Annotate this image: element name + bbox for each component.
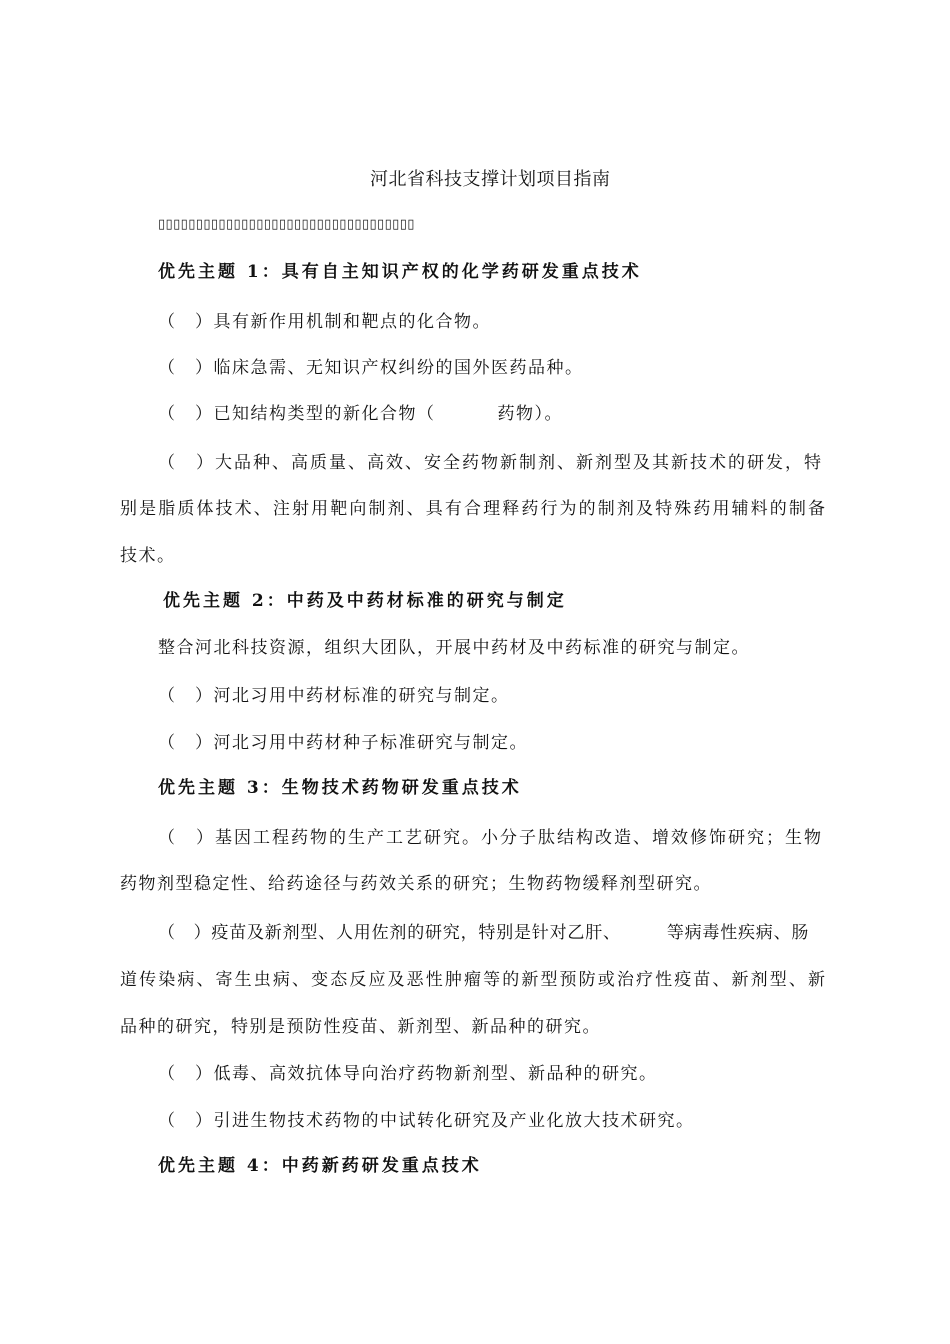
section-3-item-2-line-2: 道传染病、寄生虫病、变态反应及恶性肿瘤等的新型预防或治疗性疫苗、新剂型、新 bbox=[120, 970, 825, 990]
section-3-item-1-line-1: （ ）基因工程药物的生产工艺研究。小分子肽结构改造、增效修饰研究；生物 bbox=[158, 828, 821, 848]
section-4-heading: 优先主题 4：中药新药研发重点技术 bbox=[158, 1156, 482, 1176]
document-title: 河北省科技支撑计划项目指南 bbox=[370, 169, 611, 190]
section-2-item-2: （ ）河北习用中药材种子标准研究与制定。 bbox=[158, 733, 528, 753]
section-3-item-2-line-3: 品种的研究，特别是预防性疫苗、新剂型、新品种的研究。 bbox=[120, 1017, 601, 1037]
section-1-item-3 bbox=[158, 403, 563, 425]
section-1-item-4-line-3: 技术。 bbox=[120, 546, 176, 566]
section-1-item-4-line-1: （ ）大品种、高质量、高效、安全药物新制剂、新剂型及其新技术的研发，特 bbox=[158, 453, 821, 473]
section-1-item-3-part-b: 药物）。 bbox=[497, 404, 563, 424]
section-1-heading: 优先主题 1：具有自主知识产权的化学药研发重点技术 bbox=[158, 262, 642, 282]
unrendered-glyph-line: ▯▯▯▯▯▯▯▯▯▯▯▯▯▯▯▯▯▯▯▯▯▯▯▯▯▯▯▯▯▯▯▯▯▯ bbox=[158, 217, 415, 232]
section-2-intro: 整合河北科技资源，组织大团队，开展中药材及中药标准的研究与制定。 bbox=[158, 638, 750, 658]
section-3-heading: 优先主题 3：生物技术药物研发重点技术 bbox=[158, 778, 522, 798]
section-3-item-2-part-b: 等病毒性疾病、肠 bbox=[666, 923, 810, 943]
section-2-heading: 优先主题 2：中药及中药材标准的研究与制定 bbox=[163, 591, 567, 611]
section-1-item-3-part-a: （ ）已知结构类型的新化合物（ bbox=[158, 404, 436, 424]
section-3-item-3: （ ）低毒、高效抗体导向治疗药物新剂型、新品种的研究。 bbox=[158, 1064, 658, 1084]
section-3-item-2-part-a: （ ）疫苗及新剂型、人用佐剂的研究，特别是针对乙肝、 bbox=[158, 923, 621, 943]
section-3-item-1-line-2: 药物剂型稳定性、给药途径与药效关系的研究；生物药物缓释剂型研究。 bbox=[120, 874, 712, 894]
section-1-item-1: （ ）具有新作用机制和靶点的化合物。 bbox=[158, 312, 491, 332]
section-1-item-4-line-2: 别是脂质体技术、注射用靶向制剂、具有合理释药行为的制剂及特殊药用辅料的制备 bbox=[120, 499, 825, 519]
section-3-item-4: （ ）引进生物技术药物的中试转化研究及产业化放大技术研究。 bbox=[158, 1111, 695, 1131]
section-2-item-1: （ ）河北习用中药材标准的研究与制定。 bbox=[158, 686, 510, 706]
section-3-item-2-line-1 bbox=[158, 922, 821, 944]
section-1-item-2: （ ）临床急需、无知识产权纠纷的国外医药品种。 bbox=[158, 358, 584, 378]
